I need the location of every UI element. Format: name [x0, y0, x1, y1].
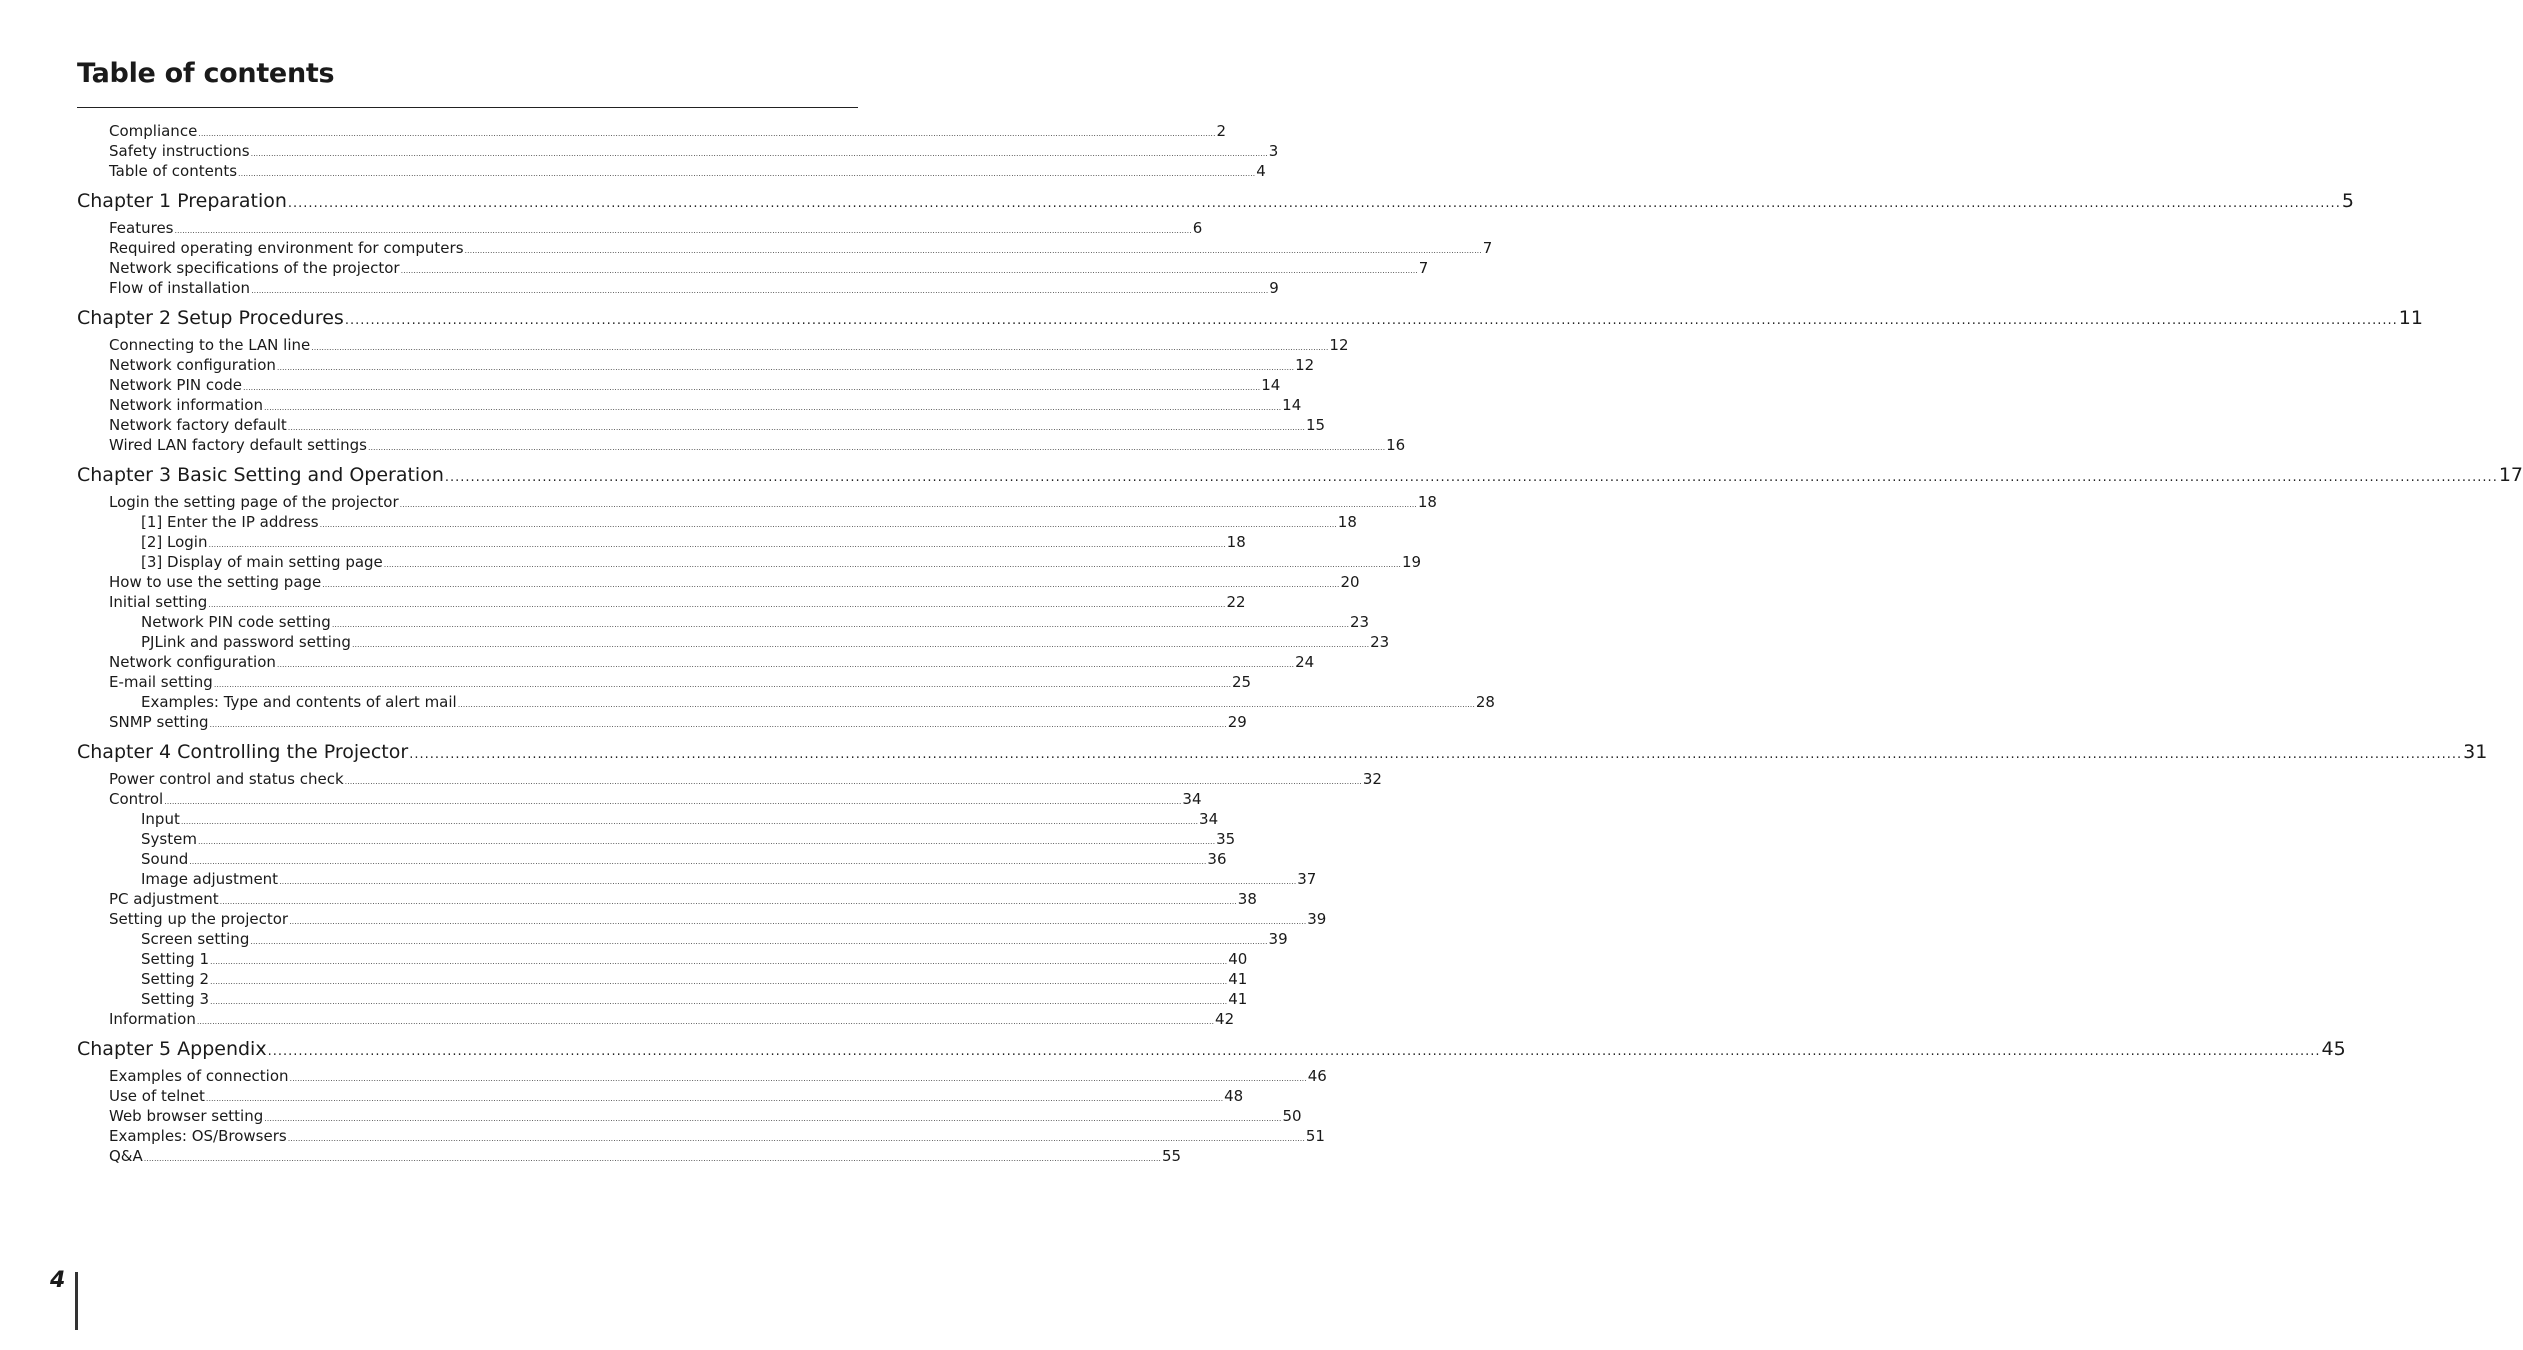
- toc-entry-label: PC adjustment: [109, 890, 219, 908]
- toc-entry-label: System: [141, 830, 197, 848]
- dot-leader: ................................................................................................................................................................................................................................................................................................................................................................................................................: [311, 343, 1329, 352]
- dot-leader: ................................................................................................................................................................................................................................................................................................................................................................................................................: [400, 266, 1418, 275]
- dot-leader: ................................................................................................................................................................................................................................................................................................................................................................................................................: [289, 917, 1307, 926]
- toc-entry[interactable]: [77, 141, 1279, 161]
- toc-entry[interactable]: [77, 612, 1370, 632]
- toc-entry-label: Power control and status check: [109, 770, 344, 788]
- dot-leader: ................................................................................................................................................................................................................................................................................................................................................................................................................: [351, 640, 1370, 649]
- toc-entry-page: 18: [1226, 533, 1246, 551]
- dot-leader: ................................................................................................................................................................................................................................................................................................................................................................................................................: [319, 520, 1337, 529]
- toc-entry[interactable]: [77, 258, 1429, 278]
- dot-leader: ................................................................................................................................................................................................................................................................................................................................................................................................................: [287, 1134, 1305, 1143]
- toc-entry-page: 17: [2498, 464, 2523, 486]
- toc-entry[interactable]: [77, 532, 1246, 552]
- toc-entry-page: 11: [2398, 307, 2423, 329]
- toc-entry-page: 3: [1268, 142, 1279, 160]
- toc-entry-page: 48: [1224, 1087, 1244, 1105]
- toc-entry-page: 18: [1417, 493, 1437, 511]
- toc-entry-page: 36: [1207, 850, 1227, 868]
- toc-entry-page: 24: [1295, 653, 1315, 671]
- dot-leader: ................................................................................................................................................................................................................................................................................................................................................................................................................: [457, 700, 1475, 709]
- toc-entry-label: Wired LAN factory default settings: [109, 436, 367, 454]
- dot-leader: ................................................................................................................................................................................................................................................................................................................................................................................................................: [196, 1017, 1215, 1026]
- toc-entry[interactable]: [77, 238, 1493, 258]
- toc-entry[interactable]: [77, 1106, 1302, 1126]
- toc-entry-page: 23: [1350, 613, 1370, 631]
- toc-entry[interactable]: [77, 869, 1317, 889]
- dot-leader: ................................................................................................................................................................................................................................................................................................................................................................................................................: [238, 169, 1256, 178]
- dot-leader: ................................................................................................................................................................................................................................................................................................................................................................................................................: [251, 286, 1269, 295]
- dot-leader: ................................................................................................................................................................................................................................................................................................................................................................................................................: [331, 620, 1349, 629]
- toc-entry[interactable]: [77, 335, 1349, 355]
- toc-entry-label: Network specifications of the projector: [109, 259, 400, 277]
- dot-leader: ................................................................................................................................................................................................................................................................................................................................................................................................................: [276, 363, 1295, 372]
- toc-entry-label: Login the setting page of the projector: [109, 493, 399, 511]
- toc-entry-label: Network information: [109, 396, 263, 414]
- toc-entry-page: 40: [1228, 950, 1248, 968]
- toc-entry-page: 29: [1227, 713, 1247, 731]
- toc-entry-page: 14: [1282, 396, 1302, 414]
- toc-entry-label: Chapter 3 Basic Setting and Operation: [77, 464, 444, 486]
- toc-entry-page: 46: [1307, 1067, 1327, 1085]
- page-number: 4: [50, 1268, 66, 1293]
- toc-entry[interactable]: [77, 572, 1360, 592]
- toc-entry-page: 35: [1216, 830, 1236, 848]
- toc-entry-label: Information: [109, 1010, 196, 1028]
- toc-chapter-entry[interactable]: [77, 190, 2354, 212]
- toc-entry-label: Examples: OS/Browsers: [109, 1127, 287, 1145]
- toc-entry-label: Web browser setting: [109, 1107, 264, 1125]
- toc-entry[interactable]: [77, 789, 1202, 809]
- toc-entry-page: 12: [1295, 356, 1315, 374]
- toc-entry[interactable]: [77, 632, 1390, 652]
- toc-entry[interactable]: [77, 929, 1288, 949]
- toc-entry-label: [3] Display of main setting page: [141, 553, 383, 571]
- toc-entry-page: 32: [1362, 770, 1382, 788]
- toc-entry-page: 38: [1237, 890, 1257, 908]
- toc-entry[interactable]: [77, 809, 1219, 829]
- toc-entry-page: 34: [1182, 790, 1202, 808]
- dot-leader: ................................................................................................................................................................................................................................................................................................................................................................................................................: [208, 540, 1226, 549]
- toc-entry-label: Setting up the projector: [109, 910, 289, 928]
- dot-leader: ................................................................................................................................................................................................................................................................................................................................................................................................................: [210, 997, 1228, 1006]
- toc-entry-page: 39: [1268, 930, 1288, 948]
- toc-entry-label: Required operating environment for computers: [109, 239, 464, 257]
- dot-leader: ................................................................................................................................................................................................................................................................................................................................................................................................................: [143, 1154, 1161, 1163]
- toc-entry-page: 51: [1305, 1127, 1325, 1145]
- toc-entry-page: 16: [1386, 436, 1406, 454]
- toc-entry-label: Table of contents: [109, 162, 238, 180]
- dot-leader: ................................................................................................................................................................................................................................................................................................................................................................................................................: [180, 817, 1199, 826]
- toc-entry-page: 45: [2321, 1038, 2346, 1060]
- toc-entry-page: 22: [1226, 593, 1246, 611]
- title-divider: [77, 107, 858, 108]
- toc-entry-page: 41: [1228, 970, 1248, 988]
- toc-entry-label: Network configuration: [109, 653, 276, 671]
- toc-entry-label: Network PIN code setting: [141, 613, 331, 631]
- toc-entry-page: 41: [1228, 990, 1248, 1008]
- toc-entry[interactable]: [77, 435, 1406, 455]
- dot-leader: ................................................................................................................................................................................................................................................................................................................................................................................................................: [344, 313, 2398, 328]
- toc-entry[interactable]: [77, 395, 1302, 415]
- toc-entry-page: 2: [1216, 122, 1227, 140]
- dot-leader: ................................................................................................................................................................................................................................................................................................................................................................................................................: [197, 837, 1216, 846]
- toc-entry-page: 28: [1475, 693, 1495, 711]
- dot-leader: ................................................................................................................................................................................................................................................................................................................................................................................................................: [250, 149, 1268, 158]
- toc-entry-label: E-mail setting: [109, 673, 213, 691]
- toc-entry-page: 4: [1256, 162, 1266, 180]
- dot-leader: ................................................................................................................................................................................................................................................................................................................................................................................................................: [205, 1094, 1224, 1103]
- toc-entry[interactable]: [77, 849, 1227, 869]
- dot-leader: ................................................................................................................................................................................................................................................................................................................................................................................................................: [209, 720, 1227, 729]
- toc-entry-label: How to use the setting page: [109, 573, 322, 591]
- toc-entry-page: 7: [1482, 239, 1493, 257]
- dot-leader: ................................................................................................................................................................................................................................................................................................................................................................................................................: [276, 660, 1295, 669]
- toc-entry-label: Chapter 5 Appendix: [77, 1038, 267, 1060]
- toc-entry[interactable]: [77, 278, 1279, 298]
- toc-entry-page: 18: [1337, 513, 1357, 531]
- toc-entry[interactable]: [77, 1009, 1235, 1029]
- toc-entry-label: Q&A: [109, 1147, 143, 1165]
- toc-entry-label: Screen setting: [141, 930, 250, 948]
- toc-entry[interactable]: [77, 692, 1495, 712]
- dot-leader: ................................................................................................................................................................................................................................................................................................................................................................................................................: [164, 797, 1182, 806]
- toc-entry[interactable]: [77, 1066, 1327, 1086]
- toc-entry-label: Chapter 2 Setup Procedures: [77, 307, 344, 329]
- toc-entry-label: Examples of connection: [109, 1067, 289, 1085]
- toc-entry-page: 9: [1269, 279, 1279, 297]
- toc-entry[interactable]: [77, 1146, 1182, 1166]
- toc-entry[interactable]: [77, 592, 1246, 612]
- toc-entry[interactable]: [77, 989, 1248, 1009]
- toc-entry[interactable]: [77, 1086, 1244, 1106]
- table-of-contents: [77, 121, 2523, 1166]
- toc-chapter-entry[interactable]: [77, 307, 2423, 329]
- toc-entry-label: Flow of installation: [109, 279, 251, 297]
- toc-entry-page: 39: [1307, 910, 1327, 928]
- toc-entry[interactable]: [77, 492, 1437, 512]
- toc-entry[interactable]: [77, 161, 1266, 181]
- toc-entry[interactable]: [77, 712, 1247, 732]
- toc-entry[interactable]: [77, 1126, 1325, 1146]
- toc-entry-page: 42: [1215, 1010, 1235, 1028]
- toc-entry[interactable]: [77, 969, 1248, 989]
- toc-chapter-entry[interactable]: [77, 1038, 2346, 1060]
- toc-entry-page: 19: [1401, 553, 1422, 571]
- toc-entry-label: [2] Login: [141, 533, 208, 551]
- toc-entry-page: 34: [1199, 810, 1219, 828]
- dot-leader: ................................................................................................................................................................................................................................................................................................................................................................................................................: [383, 560, 1401, 569]
- dot-leader: ................................................................................................................................................................................................................................................................................................................................................................................................................: [267, 1044, 2321, 1059]
- toc-entry-page: 50: [1282, 1107, 1302, 1125]
- dot-leader: ................................................................................................................................................................................................................................................................................................................................................................................................................: [464, 246, 1482, 255]
- dot-leader: ................................................................................................................................................................................................................................................................................................................................................................................................................: [367, 443, 1386, 452]
- toc-entry-page: 31: [2463, 741, 2488, 763]
- toc-entry-label: Sound: [141, 850, 189, 868]
- toc-entry-page: 55: [1161, 1147, 1182, 1165]
- dot-leader: ................................................................................................................................................................................................................................................................................................................................................................................................................: [287, 423, 1305, 432]
- toc-entry-page: 6: [1192, 219, 1203, 237]
- toc-entry[interactable]: [77, 552, 1422, 572]
- dot-leader: ................................................................................................................................................................................................................................................................................................................................................................................................................: [444, 470, 2498, 485]
- toc-entry-label: Chapter 4 Controlling the Projector: [77, 741, 409, 763]
- toc-entry-label: Setting 1: [141, 950, 210, 968]
- toc-entry-label: Initial setting: [109, 593, 208, 611]
- toc-entry-page: 7: [1418, 259, 1429, 277]
- toc-entry[interactable]: [77, 769, 1382, 789]
- page-title: Table of contents: [77, 58, 335, 89]
- toc-entry-label: Input: [141, 810, 180, 828]
- toc-entry-label: Chapter 1 Preparation: [77, 190, 287, 212]
- toc-entry-label: Network factory default: [109, 416, 287, 434]
- dot-leader: ................................................................................................................................................................................................................................................................................................................................................................................................................: [409, 747, 2463, 762]
- toc-entry-label: Connecting to the LAN line: [109, 336, 311, 354]
- toc-entry-label: PJLink and password setting: [141, 633, 351, 651]
- toc-entry-label: [1] Enter the IP address: [141, 513, 319, 531]
- toc-entry-label: Setting 2: [141, 970, 210, 988]
- toc-entry[interactable]: [77, 909, 1327, 929]
- toc-entry-label: Image adjustment: [141, 870, 279, 888]
- dot-leader: ................................................................................................................................................................................................................................................................................................................................................................................................................: [210, 977, 1228, 986]
- toc-entry[interactable]: [77, 218, 1203, 238]
- dot-leader: ................................................................................................................................................................................................................................................................................................................................................................................................................: [243, 383, 1261, 392]
- toc-entry[interactable]: [77, 949, 1248, 969]
- dot-leader: ................................................................................................................................................................................................................................................................................................................................................................................................................: [399, 500, 1417, 509]
- toc-entry-page: 15: [1305, 416, 1326, 434]
- toc-entry-page: 5: [2341, 190, 2354, 212]
- toc-entry-page: 23: [1370, 633, 1390, 651]
- toc-entry-label: Examples: Type and contents of alert mail: [141, 693, 457, 711]
- dot-leader: ................................................................................................................................................................................................................................................................................................................................................................................................................: [213, 680, 1231, 689]
- toc-entry-label: Safety instructions: [109, 142, 250, 160]
- dot-leader: ................................................................................................................................................................................................................................................................................................................................................................................................................: [287, 196, 2341, 211]
- toc-chapter-entry[interactable]: [77, 464, 2523, 486]
- toc-entry[interactable]: [77, 355, 1315, 375]
- dot-leader: ................................................................................................................................................................................................................................................................................................................................................................................................................: [219, 897, 1237, 906]
- toc-entry-label: Compliance: [109, 122, 198, 140]
- toc-entry-label: Features: [109, 219, 174, 237]
- toc-chapter-entry[interactable]: [77, 741, 2488, 763]
- toc-entry-label: Network PIN code: [109, 376, 243, 394]
- toc-entry[interactable]: [77, 829, 1236, 849]
- toc-entry-page: 20: [1340, 573, 1360, 591]
- toc-entry-label: SNMP setting: [109, 713, 209, 731]
- toc-entry-label: Use of telnet: [109, 1087, 205, 1105]
- toc-entry-page: 12: [1329, 336, 1349, 354]
- dot-leader: ................................................................................................................................................................................................................................................................................................................................................................................................................: [289, 1074, 1307, 1083]
- toc-entry[interactable]: [77, 512, 1357, 532]
- dot-leader: ................................................................................................................................................................................................................................................................................................................................................................................................................: [208, 600, 1226, 609]
- dot-leader: ................................................................................................................................................................................................................................................................................................................................................................................................................: [263, 403, 1282, 412]
- toc-entry-label: Control: [109, 790, 164, 808]
- toc-entry[interactable]: [77, 652, 1315, 672]
- dot-leader: ................................................................................................................................................................................................................................................................................................................................................................................................................: [174, 226, 1192, 235]
- dot-leader: ................................................................................................................................................................................................................................................................................................................................................................................................................: [322, 580, 1340, 589]
- dot-leader: ................................................................................................................................................................................................................................................................................................................................................................................................................: [344, 777, 1362, 786]
- toc-entry-page: 37: [1297, 870, 1317, 888]
- toc-entry-page: 14: [1261, 376, 1281, 394]
- toc-entry-page: 25: [1232, 673, 1252, 691]
- dot-leader: ................................................................................................................................................................................................................................................................................................................................................................................................................: [198, 129, 1216, 138]
- dot-leader: ................................................................................................................................................................................................................................................................................................................................................................................................................: [210, 957, 1228, 966]
- toc-entry[interactable]: [77, 121, 1227, 141]
- toc-entry-label: Network configuration: [109, 356, 276, 374]
- dot-leader: ................................................................................................................................................................................................................................................................................................................................................................................................................: [250, 937, 1268, 946]
- dot-leader: ................................................................................................................................................................................................................................................................................................................................................................................................................: [189, 857, 1207, 866]
- page-number-bar: [75, 1272, 78, 1330]
- toc-entry[interactable]: [77, 889, 1257, 909]
- dot-leader: ................................................................................................................................................................................................................................................................................................................................................................................................................: [264, 1114, 1282, 1123]
- toc-entry[interactable]: [77, 415, 1326, 435]
- toc-entry[interactable]: [77, 375, 1281, 395]
- toc-entry[interactable]: [77, 672, 1252, 692]
- toc-entry-label: Setting 3: [141, 990, 210, 1008]
- dot-leader: ................................................................................................................................................................................................................................................................................................................................................................................................................: [279, 877, 1297, 886]
